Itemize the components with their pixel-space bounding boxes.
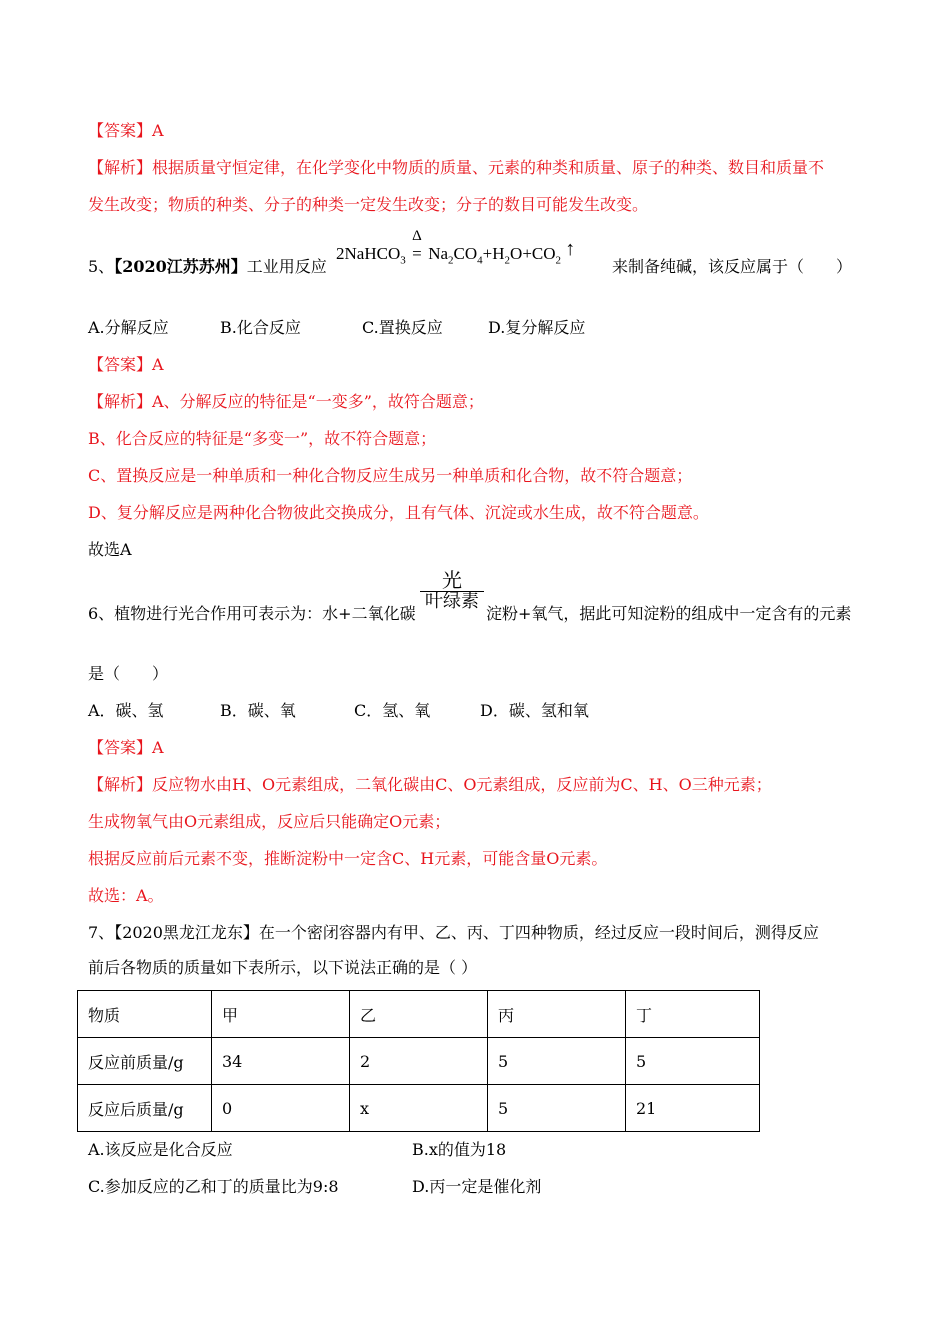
q5-stem-after: 来制备纯碱，该反应属于（ ） (612, 257, 853, 276)
q6-option-c: C．氢、氧 (354, 701, 431, 720)
q5-number: 5、 (88, 257, 115, 276)
q5-option-b: B.化合反应 (220, 318, 301, 337)
q7-stem-line1 (88, 923, 819, 943)
q4-analysis-line2: 发生改变；物质的种类、分子的种类一定发生改变；分子的数目可能发生改变。 (88, 195, 649, 214)
table-header-cell: 丙 (488, 991, 626, 1038)
table-cell: 5 (626, 1038, 760, 1085)
q6-stem-before: 6、植物进行光合作用可表示为：水+二氧化碳 (88, 604, 416, 623)
q5-equation-condition: Δ = (412, 228, 422, 263)
q7-option-a: A.该反应是化合反应 (88, 1140, 233, 1159)
q6-stem-line2: 是（ ） (88, 664, 169, 683)
q5-analysis-b: B、化合反应的特征是“多变一”，故不符合题意； (88, 429, 437, 448)
q6-option-b: B．碳、氧 (220, 701, 296, 720)
q5-stem-before: 工业用反应 (246, 257, 327, 276)
table-cell: 21 (626, 1085, 760, 1132)
q6-condition-light: 光 (420, 569, 484, 592)
q5-answer: 【答案】A (88, 355, 164, 374)
table-cell: x (350, 1085, 488, 1132)
q7-stem-line2: 前后各物质的质量如下表所示，以下说法正确的是（ ） (88, 958, 478, 977)
table-header-cell: 丁 (626, 991, 760, 1038)
q5-option-c: C.置换反应 (362, 318, 443, 337)
table-row (78, 1085, 760, 1132)
table-cell: 5 (488, 1038, 626, 1085)
q5-equation: 2NaHCO$_3$ Δ = $Na_2CO_4+H_2O+CO_2$ ↑ (336, 228, 576, 267)
table-cell: 34 (212, 1038, 350, 1085)
q6-analysis-line1: 【解析】反应物水由H、O元素组成，二氧化碳由C、O元素组成，反应前为C、H、O三种元素； (88, 775, 772, 794)
table-row (78, 1038, 760, 1085)
q6-analysis-line3: 根据反应前后元素不变，推断淀粉中一定含C、H元素，可能含量O元素。 (88, 849, 608, 868)
q6-answer: 【答案】A (88, 738, 164, 757)
q4-analysis-line1: 【解析】根据质量守恒定律，在化学变化中物质的质量、元素的种类和质量、原子的种类、数目和质量不 (88, 158, 825, 177)
q5-conclusion: 故选A (88, 540, 132, 559)
q6-analysis-line2: 生成物氧气由O元素组成，反应后只能确定O元素； (88, 812, 451, 831)
table-header-cell: 乙 (350, 991, 488, 1038)
q5-option-d: D.复分解反应 (488, 318, 586, 337)
table-header-cell: 物质 (78, 991, 212, 1038)
q7-number: 7、 (88, 923, 115, 942)
gas-arrow-icon: ↑ (565, 238, 576, 260)
table-header-cell: 甲 (212, 991, 350, 1038)
q5-source: 【2020江苏苏州】 (114, 257, 247, 276)
q5-analysis-a: 【解析】A、分解反应的特征是“一变多”，故符合题意； (88, 392, 484, 411)
q6-reaction-condition (420, 569, 484, 612)
table-header-row (78, 991, 760, 1038)
q7-stem-text: 在一个密闭容器内有甲、乙、丙、丁四种物质，经过反应一段时间后，测得反应 (258, 923, 819, 942)
q6-conclusion: 故选：A。 (88, 886, 164, 905)
q5-analysis-d: D、复分解反应是两种化合物彼此交换成分，且有气体、沉淀或水生成，故不符合题意。 (88, 503, 709, 522)
table-cell: 反应前质量/g (78, 1038, 212, 1085)
q6-option-a: A．碳、氢 (88, 701, 164, 720)
q7-option-b: B.x的值为18 (412, 1140, 507, 1159)
table-cell: 2 (350, 1038, 488, 1085)
q6-condition-chlorophyll: 叶绿素 (425, 591, 479, 612)
q7-option-d: D.丙一定是催化剂 (412, 1177, 542, 1196)
q4-answer: 【答案】A (88, 121, 164, 140)
q6-stem-after: 淀粉+氧气，据此可知淀粉的组成中一定含有的元素 (486, 604, 852, 623)
table-cell: 0 (212, 1085, 350, 1132)
q7-mass-table (77, 990, 760, 1132)
q5-analysis-c: C、置换反应是一种单质和一种化合物反应生成另一种单质和化合物，故不符合题意； (88, 466, 693, 485)
q6-option-d: D．碳、氢和氧 (480, 701, 589, 720)
q5-stem-start (88, 257, 327, 277)
q5-option-a: A.分解反应 (88, 318, 169, 337)
q7-source: 【2020黑龙江龙东】 (114, 923, 259, 942)
table-cell: 反应后质量/g (78, 1085, 212, 1132)
table-cell: 5 (488, 1085, 626, 1132)
q7-option-c: C.参加反应的乙和丁的质量比为9:8 (88, 1177, 339, 1196)
